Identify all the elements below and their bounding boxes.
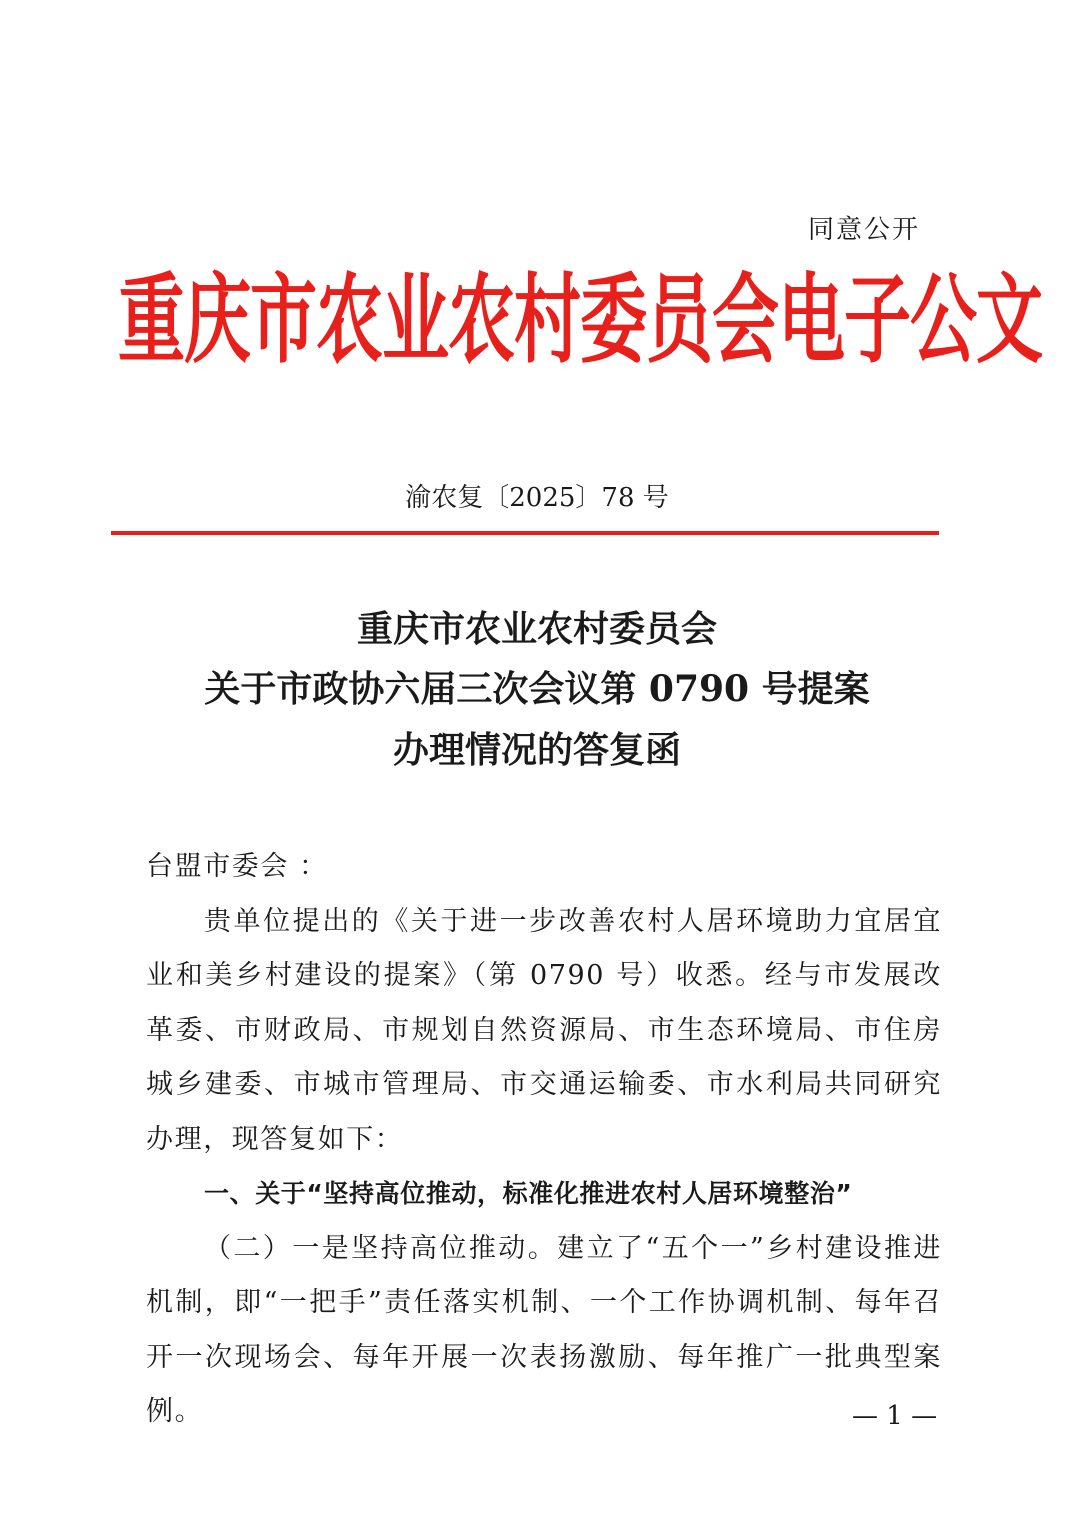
document-body — [146, 840, 942, 1440]
page-number: — 1 — — [852, 1401, 938, 1431]
disclosure-note: 同意公开 — [808, 215, 921, 245]
document-title-line-3: 办理情况的答复函 — [392, 729, 681, 771]
salutation: 台盟市委会 ： — [146, 851, 328, 882]
body-paragraph-1: 贵单位提出的《关于进一步改善农村人居环境助力宜居宜业和美乡村建设的提案》（第 0790 号）收悉。经与市发展改革委、市财政局、市规划自然资源局、市生态环境局、市住房城乡建委、市城市管理局、市交通运输委、市水利局共同研究办理，现答复如下： — [146, 905, 942, 1155]
section-heading-1: 一、关于“坚持高位推动，标准化推进农村人居环境整治” — [204, 1179, 853, 1208]
body-paragraph-2: （二）一是坚持高位推动。建立了“五个一”乡村建设推进机制，即“一把手”责任落实机制、一个工作协调机制、每年召开一次现场会、每年开展一次表扬激励、每年推广一批典型案例。 — [146, 1232, 942, 1427]
document-title-line-2: 关于市政协六届三次会议第 0790 号提案 — [204, 668, 870, 710]
document-title-line-1: 重庆市农业农村委员会 — [356, 608, 717, 650]
red-divider-line — [111, 531, 939, 535]
document-number: 渝农复〔2025〕78 号 — [405, 483, 669, 513]
masthead-title: 重庆市农业农村委员会电子公文 — [118, 263, 1042, 377]
